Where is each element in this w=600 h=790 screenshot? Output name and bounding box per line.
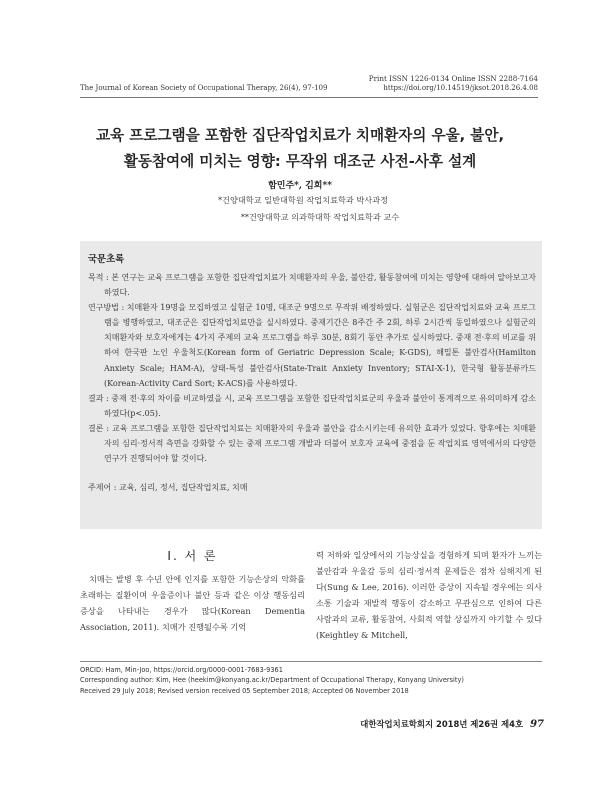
footnote-corresponding-author: Corresponding author: Kim, Hee (heekim@konyang.ac.kr/Department of Occupational Therapy, Konyang University) [80, 676, 464, 685]
abstract-methods: 연구방법 : 치매환자 19명을 모집하였고 실험군 10명, 대조군 9명으로 무작위 배정하였다. 실험군은 집단작업치료와 교육 프로그램을 병행하였고, 대조군은 집단작업치료만을 실시하였다. 중재기간은 8주간 주 2회, 하루 2시간씩 동일하였으나 실험군의 치매환자와 보호자에게는 4가지 주제의 교육 프로그램을 하루 30분, 8회기 동안 추가로 실시하였다. 중재 전·후의 비교를 위하여 한국판 노인 우울척도(Korean form of Geriatric Depression Scale; K-GDS), 해밀톤 불안검사(Hamilton Anxiety Scale; HAM-A), 상태-특성 불안검사(State-Trait Anxiety Inventory; STAI-X-1), 한국형 활동분류카드(Korean-Activity Card Sort; K-ACS)를 사용하였다. [88, 303, 536, 388]
issn-line: Print ISSN 1226-0134 Online ISSN 2288-7164 [368, 74, 538, 83]
footnote-orcid: ORCID: Ham, Min-Joo, https://orcid.org/0000-0001-7683-9361 [80, 666, 283, 674]
korean-abstract-box [80, 241, 542, 529]
abstract-purpose: 목적 : 본 연구는 교육 프로그램을 포함한 집단작업치료가 치매환자의 우울, 불안감, 활동참여에 미치는 영향에 대하여 알아보고자 하였다. [88, 273, 536, 298]
body-column-left [80, 571, 305, 635]
title-line-2: 활동참여에 미치는 영향: 무작위 대조군 사전-사후 설계 [123, 153, 477, 170]
footnotes [80, 665, 542, 696]
author-list: 함민주*, 김희** [268, 181, 332, 191]
affiliation-2: **건양대학교 의과학대학 작업치료학과 교수 [240, 212, 400, 222]
article-title [60, 123, 540, 175]
journal-citation: The Journal of Korean Society of Occupational Therapy, 26(4), 97-109 [80, 84, 328, 92]
intro-paragraph-right: 력 저하와 일상에서의 기능상실을 경험하게 되며 환자가 느끼는 불안감과 우울감 등의 심리·정서적 문제들은 점차 심해지게 된다(Sung & Lee, 2016). 이러한 증상이 지속될 경우에는 의사소통 기술과 재발적 행동이 감소하고 무관심으로 인하여 다른 사람과의 교류, 활동참여, 사회적 역할 상실까지 야기할 수 있다(Keightley & Mitchell, [316, 550, 542, 640]
footer-journal-issue: 대한작업치료학회지 2018년 제26권 제4호 [360, 719, 524, 729]
footnote-divider [80, 661, 542, 662]
intro-paragraph-left: 치매는 발병 후 수년 안에 인지를 포함한 기능손상의 악화를 초래하는 질환이며 우울증이나 불안 등과 같은 이상 행동심리 증상을 나타내는 경우가 많다(Korean Dementia Association, 2011). 치매가 진행될수록 기억 [80, 574, 305, 632]
doi-link[interactable]: https://doi.org/10.14519/jksot.2018.26.4.08 [383, 84, 538, 92]
abstract-heading: 국문초록 [88, 254, 125, 265]
page-number: 97 [530, 719, 544, 730]
page-footer [360, 718, 544, 730]
abstract-results: 결과 : 중재 전·후의 차이를 비교하였을 시, 교육 프로그램을 포함한 집단작업치료군의 우울과 불안이 통계적으로 유의미하게 감소하였다(p<.05). [88, 393, 536, 418]
title-line-1: 교육 프로그램을 포함한 집단작업치료가 치매환자의 우울, 불안, [95, 127, 505, 144]
body-column-right [316, 547, 542, 643]
affiliation-1: *건양대학교 일반대학원 작업치료학과 박사과정 [217, 195, 389, 205]
header-divider [80, 97, 538, 98]
abstract-keywords: 주제어 : 교육, 심리, 정서, 집단작업치료, 치매 [88, 483, 248, 493]
section-heading-introduction: Ⅰ. 서 론 [167, 549, 218, 563]
abstract-conclusion: 결론 : 교육 프로그램을 포함한 집단작업치료는 치매환자의 우울과 불안을 감소시키는데 유의한 효과가 있었다. 향후에는 치매환자의 심리·정서적 측면을 강화할 수 있는 중재 프로그램 개발과 더불어 보호자 교육에 중점을 둔 작업치료 영역에서의 다양한 연구가 진행되어야 할 것이다. [88, 423, 536, 464]
footnote-dates: Received 29 July 2018; Revised version received 05 September 2018; Accepted 06 November 2018 [80, 686, 409, 695]
